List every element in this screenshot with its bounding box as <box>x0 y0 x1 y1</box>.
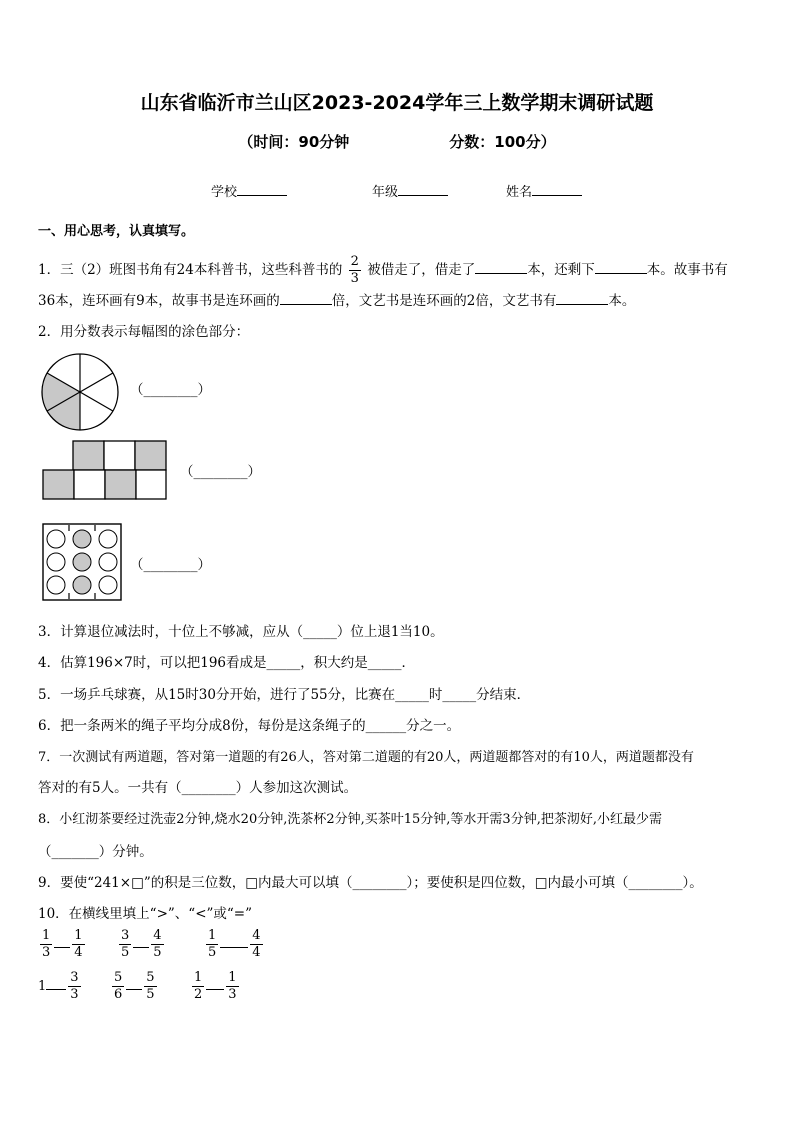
answer-blank[interactable] <box>595 259 647 274</box>
question-4: 4．估算196×7时，可以把196看成是_____，积大约是_____． <box>38 655 416 671</box>
answer-blank-figure-3[interactable]: （________） <box>130 557 211 573</box>
question-8-line-2: （_______）分钟。 <box>38 844 153 860</box>
compare-blank[interactable] <box>126 975 142 990</box>
question-9: 9．要使“241×□”的积是三位数，□内最大可以填（________）；要使积是四位数，□内最小可填（________）。 <box>38 875 703 891</box>
shaded-circle <box>73 576 91 594</box>
fraction: $\frac{2}{3}$ <box>350 254 359 286</box>
compare-item: $\frac{1}{2}$ $\frac{1}{3}$ <box>194 970 237 1002</box>
compare-item: $\frac{1}{5}$ $\frac{4}{4}$ <box>208 928 261 960</box>
compare-item: 1 $\frac{3}{3}$ <box>38 970 79 1002</box>
question-1-line-1: 1．三（2）班图书角有24本科普书，这些科普书的 $\frac{2}{3}$ 被借走了，借走了 本，还剩下 本。故事书有 <box>38 254 728 286</box>
circles-figure <box>42 523 122 601</box>
grade-field[interactable] <box>372 181 448 200</box>
answer-blank-figure-1[interactable]: （________） <box>130 382 211 398</box>
compare-item: $\frac{1}{3}$ $\frac{1}{4}$ <box>42 928 83 960</box>
answer-blank[interactable] <box>556 290 608 305</box>
question-8-line-1: 8．小红沏茶要经过洗壶2分钟,烧水20分钟,洗茶杯2分钟,买茶叶15分钟,等水开需3分钟,把茶沏好,小红最少需 <box>38 812 662 827</box>
question-2: 2．用分数表示每幅图的涂色部分： <box>38 324 250 340</box>
name-field[interactable] <box>506 181 582 200</box>
grade-label: 年级 <box>372 185 399 200</box>
compare-item: $\frac{3}{5}$ $\frac{4}{5}$ <box>121 928 162 960</box>
question-1-line-2: 36本，连环画有9本，故事书是连环画的 倍，文艺书是连环画的2倍，文艺书有 本。 <box>38 290 635 311</box>
name-label: 姓名 <box>506 185 533 200</box>
compare-blank[interactable] <box>54 933 70 948</box>
circle-figure <box>40 352 120 432</box>
shaded-cell <box>105 470 136 499</box>
shaded-circle <box>73 530 91 548</box>
question-7-line-1: 7．一次测试有两道题，答对第一道题的有26人，答对第二道题的有20人，两道题都答对的有10人，两道题都没有 <box>38 750 694 765</box>
grid-figure <box>42 440 168 500</box>
question-5: 5．一场乒乓球赛，从15时30分开始，进行了55分，比赛在_____时_____分结束． <box>38 687 531 703</box>
answer-blank[interactable] <box>280 290 332 305</box>
school-field[interactable] <box>211 181 287 200</box>
school-label: 学校 <box>211 185 238 200</box>
compare-item: $\frac{5}{6}$ $\frac{5}{5}$ <box>114 970 155 1002</box>
compare-blank[interactable] <box>220 933 248 948</box>
total-score: 分数：100分） <box>449 133 556 151</box>
compare-blank[interactable] <box>46 975 66 990</box>
answer-blank[interactable] <box>475 259 527 274</box>
shaded-cell <box>43 470 74 499</box>
question-7-line-2: 答对的有5人。一共有（________）人参加这次测试。 <box>38 780 358 796</box>
question-10: 10．在横线里填上“>”、“<”或“=” <box>38 906 253 922</box>
shaded-cell <box>135 441 166 470</box>
exam-info <box>0 131 794 152</box>
page-title: 山东省临沂市兰山区2023-2024学年三上数学期末调研试题 <box>140 92 654 114</box>
time-limit: （时间：90分钟 <box>238 133 350 151</box>
shaded-circle <box>73 553 91 571</box>
compare-blank[interactable] <box>206 975 224 990</box>
shaded-cell <box>73 441 104 470</box>
answer-blank-figure-2[interactable]: （________） <box>180 464 261 480</box>
compare-blank[interactable] <box>133 933 149 948</box>
section-heading: 一、用心思考，认真填写。 <box>38 224 195 239</box>
question-3: 3．计算退位减法时，十位上不够减，应从（_____）位上退1当10。 <box>38 624 444 640</box>
question-6: 6．把一条两米的绳子平均分成8份，每份是这条绳子的______分之一。 <box>38 718 461 734</box>
